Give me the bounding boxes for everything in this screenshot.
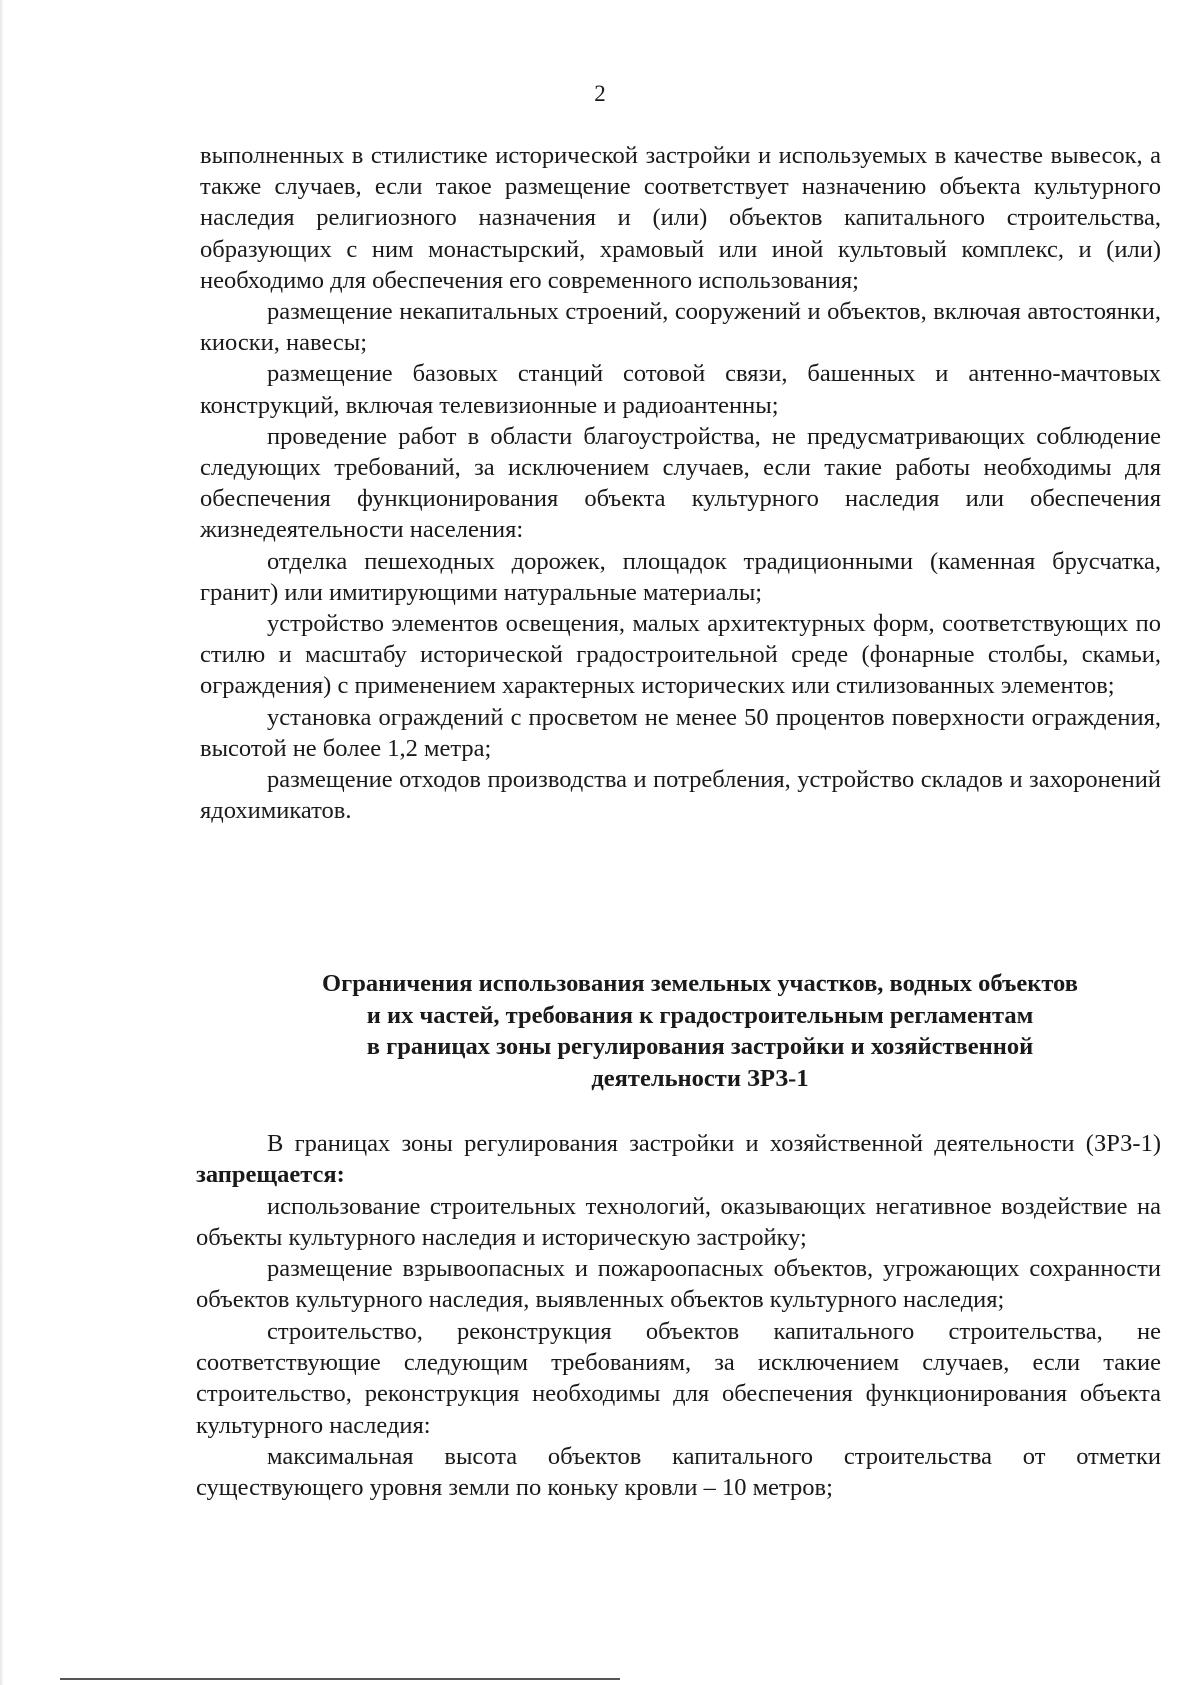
section-paragraph: максимальная высота объектов капитального строительства от отметки существующего уровня земли по коньку кровли – 10 метров; <box>196 1442 1161 1502</box>
scan-edge-shadow <box>0 0 4 1685</box>
intro-paragraph: отделка пешеходных дорожек, площадок традиционными (каменная брусчатка, гранит) или имитирующими натуральные материалы; <box>200 547 1161 606</box>
section-paragraph: размещение взрывоопасных и пожароопасных объектов, угрожающих сохранности объектов культурного наследия, выявленных объектов культурного наследия; <box>196 1255 1161 1314</box>
section-heading-line: Ограничения использования земельных участков, водных объектов <box>322 970 1078 997</box>
section-lead-bold: запрещается: <box>196 1161 345 1189</box>
intro-paragraph: размещение некапитальных строений, сооружений и объектов, включая автостоянки, киоски, навесы; <box>200 298 1161 357</box>
intro-paragraph: устройство элементов освещения, малых архитектурных форм, соответствующих по стилю и масштабу исторической градостроительной среде (фонарные столбы, скамьи, ограждения) с применением характерных исторических или стилизованных элементов; <box>200 610 1161 700</box>
section-lead-paragraph <box>196 1128 1161 1191</box>
intro-paragraph: проведение работ в области благоустройства, не предусматривающих соблюдение следующих требований, за исключением случаев, если такие работы необходимы для обеспечения функционирования объекта культурного наследия или обеспечения жизнедеятельности населения: <box>200 422 1161 544</box>
intro-paragraph: размещение отходов производства и потребления, устройство складов и захоронений ядохимикатов. <box>200 766 1161 825</box>
page-number: 2 <box>594 81 606 106</box>
section-lead-text: В границах зоны регулирования застройки и хозяйственной деятельности (ЗРЗ-1) <box>267 1130 1161 1157</box>
footer-rule <box>60 1678 620 1680</box>
intro-paragraph-continuation: выполненных в стилистике исторической застройки и используемых в качестве вывесок, а также случаев, если такое размещение соответствует назначению объекта культурного наследия религиозного назначения и (или) объектов капитального строительства, образующих с ним монастырский, храмовый или иной культовый комплекс, и (или) необходимо для обеспечения его современного использования; <box>200 142 1161 294</box>
section-heading <box>240 968 1160 1094</box>
section-paragraph: использование строительных технологий, оказывающих негативное воздействие на объекты культурного наследия и историческую застройку; <box>196 1192 1161 1251</box>
intro-paragraph: размещение базовых станций сотовой связи, башенных и антенно-мачтовых конструкций, включая телевизионные и радиоантенны; <box>200 360 1161 419</box>
section-heading-line: и их частей, требования к градостроительным регламентам <box>366 1001 1034 1029</box>
intro-text-block <box>200 140 1161 826</box>
section-heading-line: деятельности ЗРЗ-1 <box>591 1064 809 1092</box>
section-text-block <box>196 1128 1161 1504</box>
intro-paragraph: установка ограждений с просветом не менее 50 процентов поверхности ограждения, высотой не более 1,2 метра; <box>200 703 1161 762</box>
section-paragraph: строительство, реконструкция объектов капитального строительства, не соответствующие следующим требованиям, за исключением случаев, если такие строительство, реконструкция необходимы для обеспечения функционирования объекта культурного наследия: <box>196 1317 1161 1439</box>
section-heading-line: в границах зоны регулирования застройки и хозяйственной <box>366 1033 1034 1060</box>
